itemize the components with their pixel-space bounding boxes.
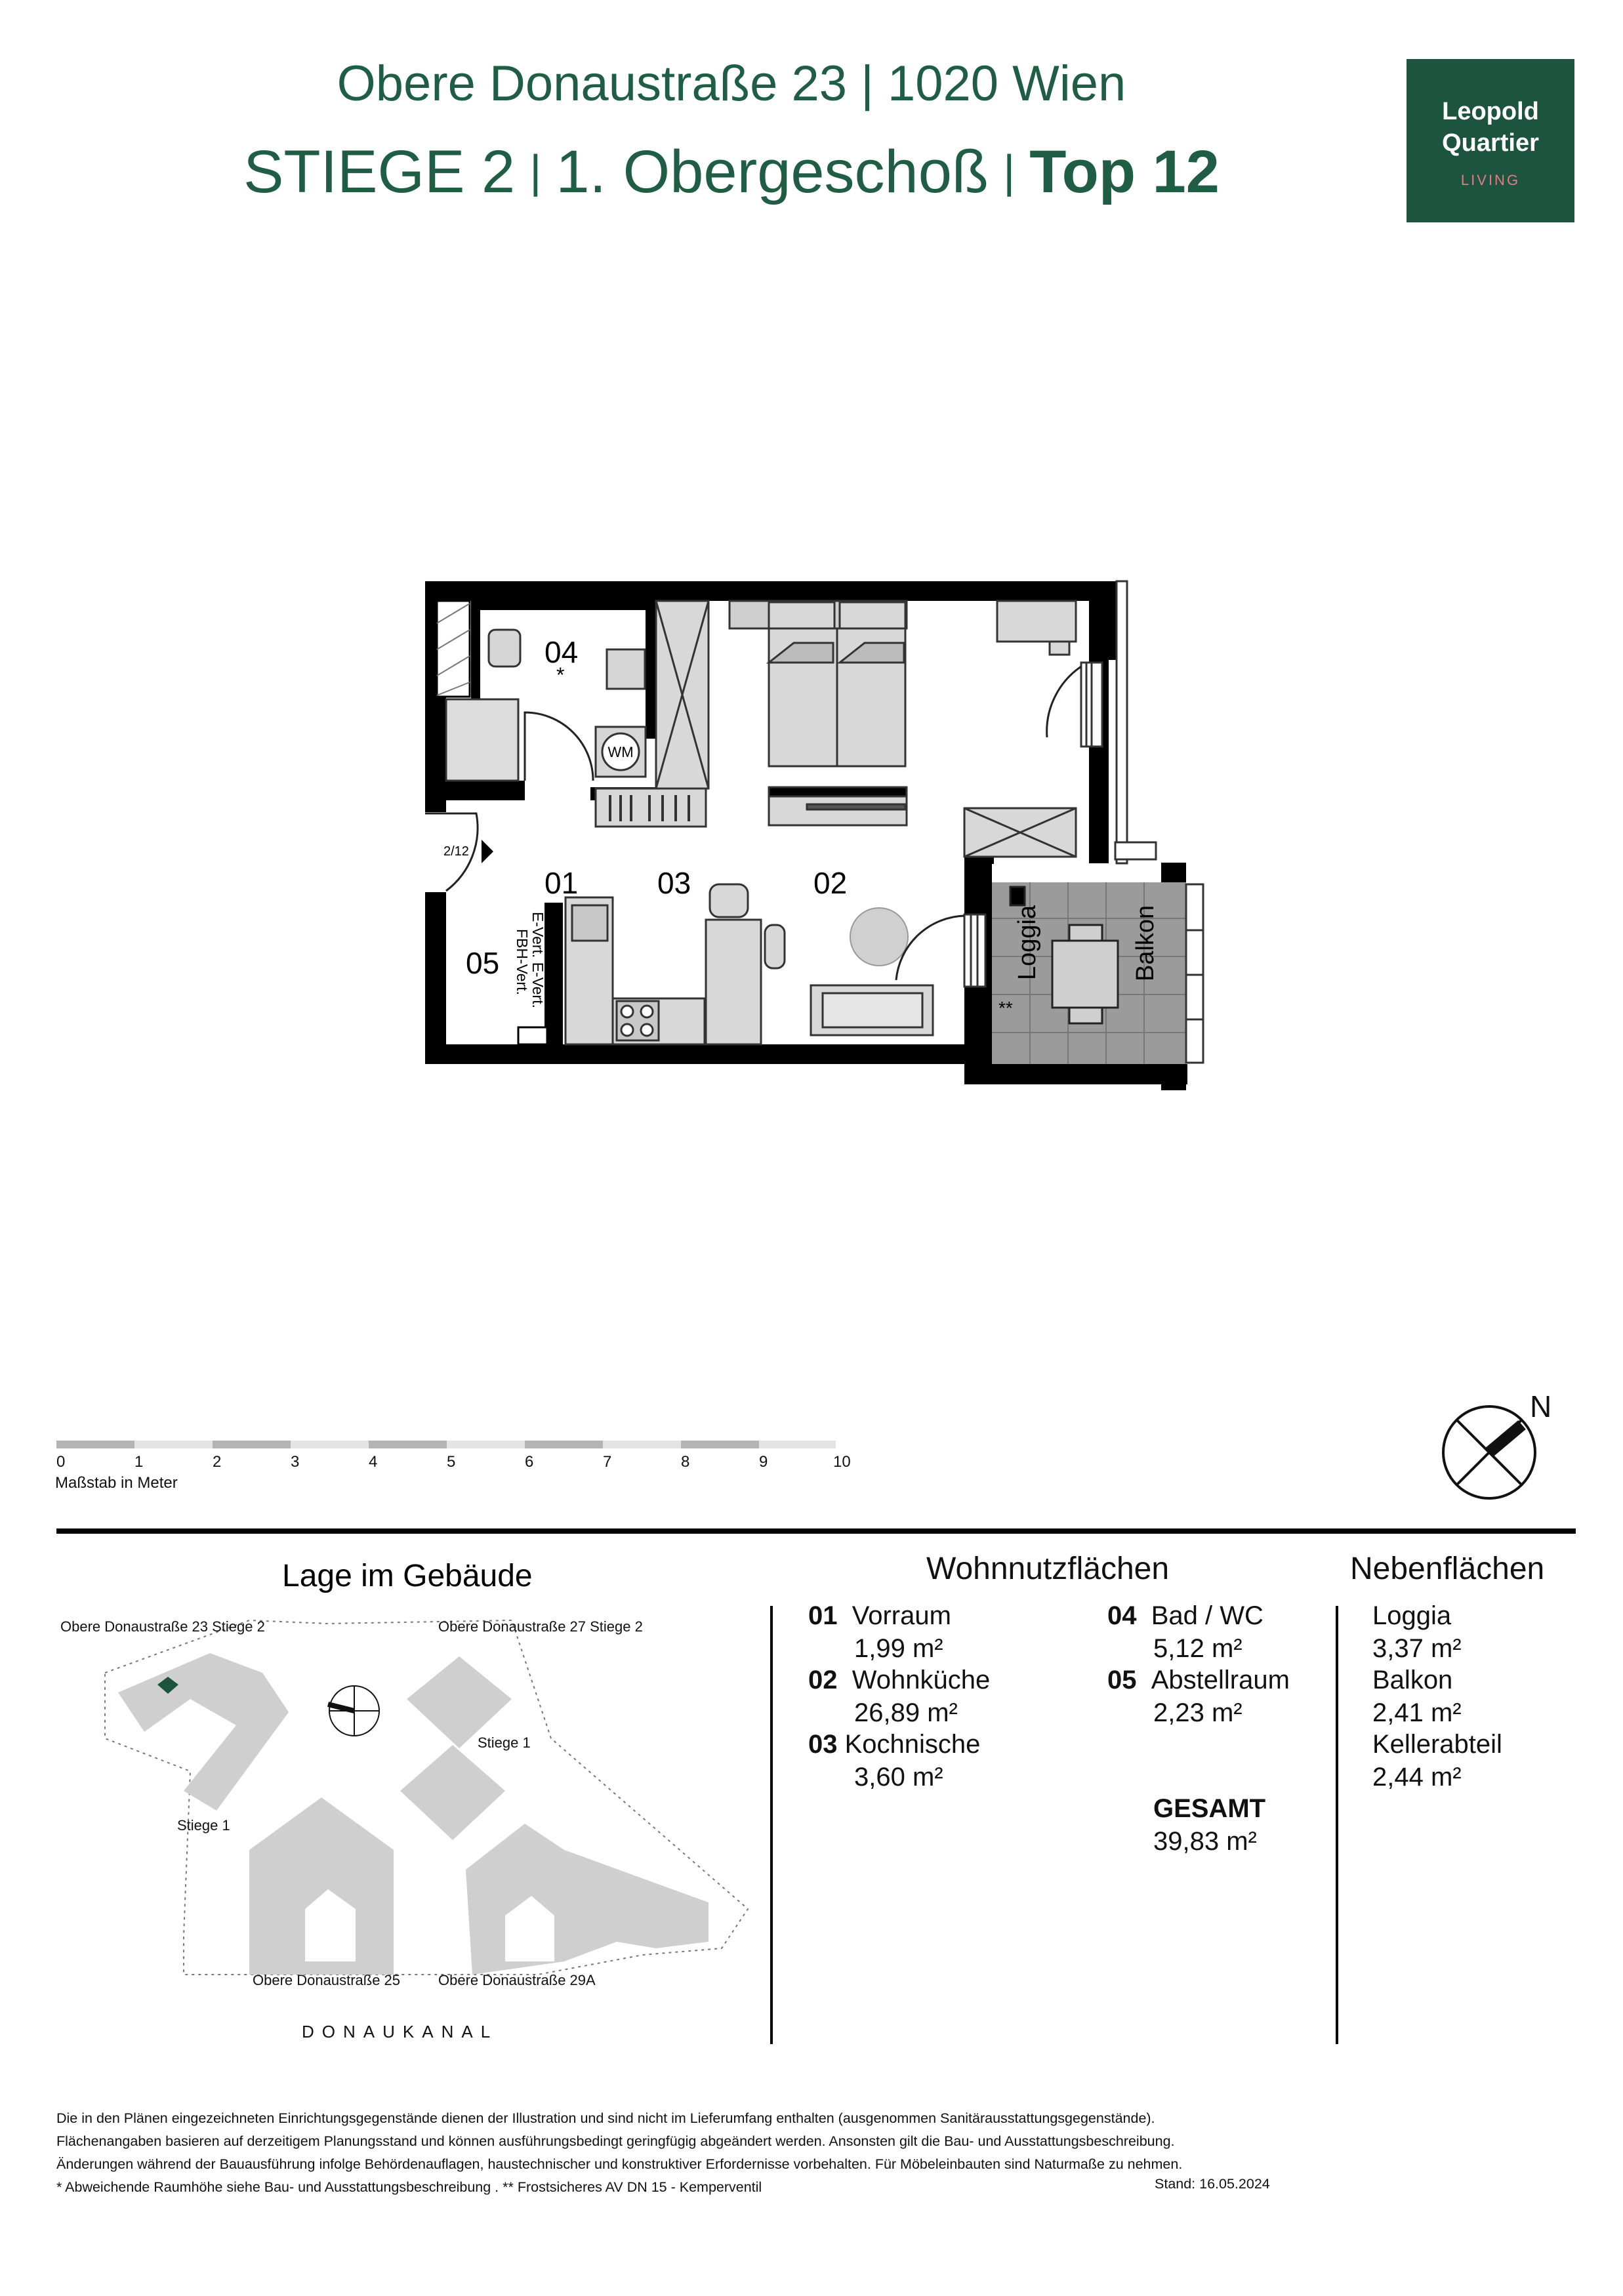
site-label: Stiege 1 — [177, 1817, 230, 1834]
logo-line-2: Quartier — [1442, 129, 1539, 157]
column-divider — [770, 1606, 773, 2044]
scale-tick: 1 — [134, 1453, 144, 1471]
scale-tick: 6 — [525, 1453, 534, 1471]
area-name: Abstellraum — [1151, 1666, 1290, 1694]
neben-item — [1372, 1599, 1462, 1665]
wohn-title: Wohnnutzflächen — [926, 1551, 1170, 1586]
compass — [1430, 1384, 1561, 1502]
area-value: 26,89 m² — [854, 1698, 958, 1727]
legal-line: * Abweichende Raumhöhe siehe Bau- und Ausstattungsbeschreibung . ** Frostsicheres AV DN 15 - Kemperventil — [56, 2179, 762, 2195]
column-divider — [1336, 1606, 1338, 2044]
kitchen-unit — [565, 897, 705, 1044]
site-label: Obere Donaustraße 27 Stiege 2 — [438, 1618, 643, 1635]
entrance-arrow — [482, 840, 493, 863]
utility-label-1: E-Vert. E-Vert. — [529, 912, 546, 1008]
neben-name: Loggia — [1372, 1601, 1452, 1630]
sideboard — [769, 787, 907, 825]
scale-tick: 7 — [603, 1453, 612, 1471]
lage-title: Lage im Gebäude — [282, 1559, 533, 1593]
title-separator: | — [1003, 146, 1016, 197]
site-label: Obere Donaustraße 23 Stiege 2 — [60, 1618, 265, 1635]
stiege-label: STIEGE 2 — [243, 138, 516, 205]
room-05-label: 05 — [466, 946, 500, 980]
round-table — [850, 908, 908, 966]
scale-caption: Maßstab in Meter — [55, 1474, 178, 1492]
sofa — [811, 985, 933, 1035]
scale-tick: 10 — [833, 1453, 851, 1471]
area-value: 5,12 m² — [1153, 1634, 1243, 1663]
room-02-label: 02 — [813, 866, 848, 900]
area-no: 02 — [808, 1666, 838, 1694]
north-label: N — [1530, 1389, 1552, 1424]
area-item-04 — [1107, 1599, 1263, 1665]
floor-plan — [0, 0, 1623, 1115]
site-label: Obere Donaustraße 25 — [253, 1972, 401, 1988]
legal-line: Änderungen während der Bauausführung infolge Behördenauflagen, haustechnischer und konstruktiver Erfordernisse vorbehalten. Für Möbeleinbauten sind Naturmaße zu nehmen. — [56, 2156, 1183, 2172]
loggia-door — [964, 914, 985, 987]
neben-title: Nebenflächen — [1350, 1551, 1545, 1586]
area-value: 2,23 m² — [1153, 1698, 1243, 1727]
wm-label: WM — [607, 744, 634, 760]
floor-label: 1. Obergeschoß — [556, 138, 989, 205]
scale-tick: 0 — [56, 1453, 66, 1471]
area-name: Kochnische — [844, 1730, 981, 1759]
neben-item — [1372, 1664, 1462, 1729]
site-label: Obere Donaustraße 29A — [438, 1972, 596, 1988]
neben-value: 3,37 m² — [1372, 1634, 1462, 1663]
room-04-label: 04 — [544, 635, 579, 669]
window-door-swing — [1047, 666, 1081, 737]
area-name: Bad / WC — [1151, 1601, 1263, 1630]
total-value: 39,83 m² — [1153, 1827, 1257, 1856]
legal-line: Flächenangaben basieren auf derzeitigem Planungsstand und können ausführungsbedingt geringfügig abgeändert werden. Ansonsten gilt die Bau- und Ausstattungsbeschreibung. — [56, 2133, 1175, 2149]
address-line: Obere Donaustraße 23 | 1020 Wien — [337, 56, 1126, 112]
area-total — [1153, 1792, 1265, 1858]
area-no: 03 — [808, 1730, 838, 1759]
logo-line-3: LIVING — [1460, 172, 1521, 188]
logo-line-1: Leopold — [1442, 98, 1539, 125]
bath-door-swing — [525, 712, 593, 781]
area-no: 01 — [808, 1601, 838, 1630]
bed — [729, 601, 907, 766]
title-separator: | — [529, 146, 542, 197]
top-label: Top 12 — [1029, 138, 1220, 205]
area-value: 1,99 m² — [854, 1634, 943, 1663]
stand-date: Stand: 16.05.2024 — [1155, 2176, 1270, 2192]
neben-name: Balkon — [1372, 1666, 1453, 1694]
area-item-01 — [808, 1599, 951, 1665]
scale-tick: 3 — [291, 1453, 300, 1471]
area-value: 3,60 m² — [854, 1763, 943, 1792]
dining-table — [706, 884, 785, 1044]
section-divider — [56, 1528, 1576, 1534]
loggia-label: Loggia — [1014, 905, 1041, 980]
total-label: GESAMT — [1153, 1794, 1266, 1823]
neben-item — [1372, 1728, 1502, 1794]
area-item-03 — [808, 1728, 980, 1794]
wardrobe-hangers — [610, 795, 689, 821]
buildings — [118, 1653, 709, 1975]
area-name: Vorraum — [852, 1601, 951, 1630]
scale-bar — [52, 1434, 879, 1493]
valve-note: ** — [998, 998, 1013, 1018]
room-01-label: 01 — [544, 866, 579, 900]
door-label: 2/12 — [443, 844, 469, 859]
area-item-05 — [1107, 1664, 1290, 1729]
room-04-note: * — [556, 663, 565, 687]
desk — [997, 601, 1076, 655]
area-item-02 — [808, 1664, 990, 1729]
scale-tick: 4 — [369, 1453, 378, 1471]
legal-line: Die in den Plänen eingezeichneten Einrichtungsgegenstände dienen der Illustration und sind nicht im Lieferumfang enthalten (ausgenommen Sanitärausstattungsgegenstände). — [56, 2110, 1155, 2126]
cabinet-right — [964, 808, 1076, 857]
neben-value: 2,44 m² — [1372, 1763, 1462, 1792]
utility-label-2: FBH-Vert. — [514, 929, 531, 995]
scale-tick: 8 — [681, 1453, 690, 1471]
scale-tick: 2 — [213, 1453, 222, 1471]
canal-label: DONAUKANAL — [302, 2022, 499, 2041]
area-name: Wohnküche — [852, 1666, 991, 1694]
loggia-door-swing — [896, 916, 964, 980]
scale-tick: 9 — [759, 1453, 768, 1471]
area-no: 04 — [1107, 1601, 1137, 1630]
balkon-label: Balkon — [1132, 905, 1159, 981]
legal-notice — [56, 2107, 1329, 2199]
neben-name: Kellerabteil — [1372, 1730, 1502, 1759]
room-03-label: 03 — [657, 866, 691, 900]
neben-value: 2,41 m² — [1372, 1698, 1462, 1727]
site-plan — [52, 1542, 787, 2060]
site-label: Stiege 1 — [478, 1734, 531, 1751]
area-no: 05 — [1107, 1666, 1137, 1694]
scale-tick: 5 — [447, 1453, 456, 1471]
